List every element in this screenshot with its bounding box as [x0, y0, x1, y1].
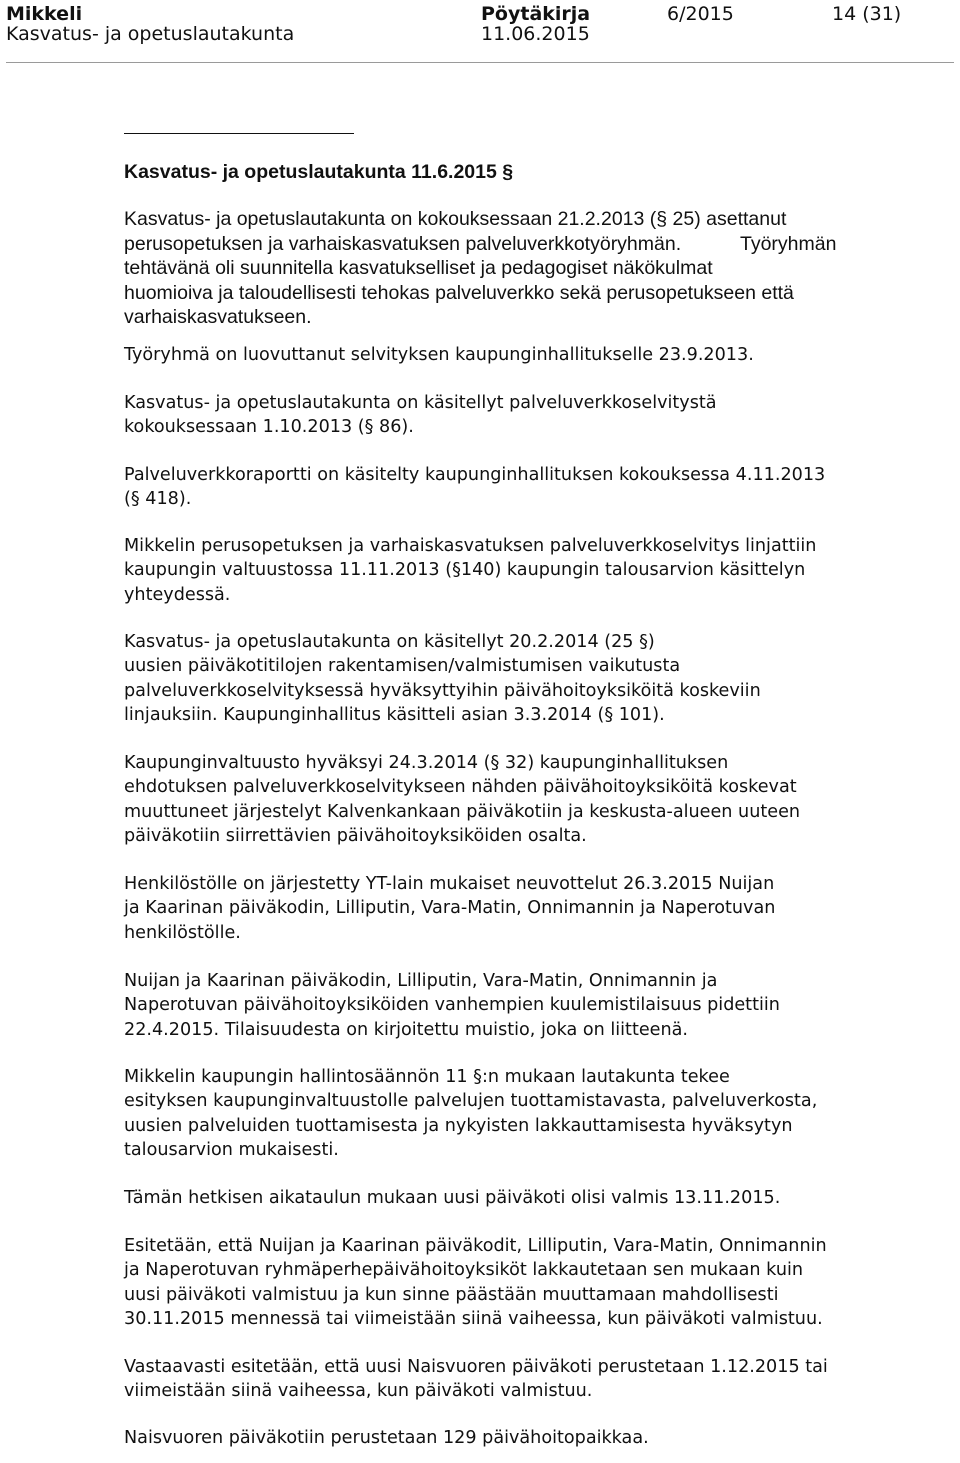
committee-name: Kasvatus- ja opetuslautakunta [6, 23, 295, 45]
paragraph-line: Työryhmä on luovuttanut selvityksen kaupunginhallitukselle 23.9.2013. [124, 345, 754, 365]
paragraph-line: 22.4.2015. Tilaisuudesta on kirjoitettu muistio, joka on liitteenä. [124, 1019, 689, 1040]
paragraph-line: Palveluverkkoraportti on käsitelty kaupunginhallituksen kokouksessa 4.11.2013 [124, 465, 826, 485]
paragraph-line: esityksen kaupunginvaltuustolle palvelujen tuottamistavasta, palveluverkosta, [124, 1091, 818, 1112]
paragraph-line: ehdotuksen palveluverkkoselvitykseen nähden päivähoitoyksiköitä koskevat [124, 777, 797, 798]
paragraph-line: Nuijan ja Kaarinan päiväkodin, Lilliputin, Vara-Matin, Onnimannin ja [124, 971, 718, 991]
body-paragraph [124, 630, 924, 728]
paragraph-line: uusien palveluiden tuottamisesta ja nykyisten lakkauttamisesta hyväksytyn [124, 1115, 793, 1136]
paragraph-line: kaupungin valtuustossa 11.11.2013 (§140) kaupungin talousarvion käsittelyn [124, 560, 806, 581]
paragraph-line: ja Kaarinan päiväkodin, Lilliputin, Vara-Matin, Onnimannin ja Naperotuvan [124, 898, 776, 919]
paragraph-line: viimeistään siinä vaiheessa, kun päiväkoti valmistuu. [124, 1381, 593, 1402]
paragraph-line: muuttuneet järjestelyt Kalvenkankaan päiväkotiin ja keskusta-alueen uuteen [124, 801, 801, 822]
document-number: 6/2015 [667, 3, 734, 25]
paragraph-line: henkilöstölle. [124, 922, 241, 943]
paragraph-line: Kaupunginvaltuusto hyväksyi 24.3.2014 (§ 32) kaupunginhallituksen [124, 753, 729, 773]
body-paragraph [124, 1355, 924, 1404]
paragraph-line: yhteydessä. [124, 584, 231, 605]
body-paragraph [124, 343, 924, 367]
intro-line: perusopetuksen ja varhaiskasvatuksen palveluverkkotyöryhmän. Työryhmän [124, 232, 837, 255]
paragraph-line: Henkilöstölle on järjestetty YT-lain mukaiset neuvottelut 26.3.2015 Nuijan [124, 874, 775, 894]
intro-line: Kasvatus- ja opetuslautakunta on kokouksessaan 21.2.2013 (§ 25) asettanut [124, 208, 787, 230]
intro-line: tehtävänä oli suunnitella kasvatukselliset ja pedagogiset näkökulmat [124, 257, 713, 279]
paragraph-line: uusi päiväkoti valmistuu ja kun sinne päästään muuttamaan mahdollisesti [124, 1284, 779, 1305]
paragraph-line: palveluverkkoselvityksessä hyväksyttyihin päivähoitoyksiköitä koskeviin [124, 680, 761, 701]
paragraph-line: talousarvion mukaisesti. [124, 1140, 339, 1161]
paragraph-line: ja Naperotuvan ryhmäperhepäivähoitoyksiköt lakkautetaan sen mukaan kuin [124, 1260, 804, 1281]
body-paragraph [124, 534, 924, 607]
paragraph-line: linjauksiin. Kaupunginhallitus käsitteli asian 3.3.2014 (§ 101). [124, 705, 665, 726]
signature-line [124, 133, 354, 134]
body-paragraph [124, 1186, 924, 1210]
paragraph-line: päiväkotiin siirrettävien päivähoitoyksiköiden osalta. [124, 826, 587, 847]
paragraph-line: Esitetään, että Nuijan ja Kaarinan päiväkodit, Lilliputin, Vara-Matin, Onnimannin [124, 1236, 827, 1256]
paragraph-line: Naisvuoren päiväkotiin perustetaan 129 päivähoitopaikkaa. [124, 1428, 649, 1448]
paragraph-line: Kasvatus- ja opetuslautakunta on käsitellyt palveluverkkoselvitystä [124, 393, 717, 413]
paragraph-line: uusien päiväkotitilojen rakentamisen/valmistumisen vaikutusta [124, 656, 681, 677]
paragraph-line: Tämän hetkisen aikataulun mukaan uusi päiväkoti olisi valmis 13.11.2015. [124, 1188, 781, 1208]
intro-paragraph [124, 207, 914, 330]
body-paragraph [124, 463, 924, 512]
body-paragraph [124, 1234, 924, 1332]
body-paragraph [124, 969, 924, 1042]
paragraph-line: (§ 418). [124, 489, 192, 510]
paragraph-line: Mikkelin perusopetuksen ja varhaiskasvatuksen palveluverkkoselvitys linjattiin [124, 536, 817, 556]
page-number: 14 (31) [832, 3, 902, 25]
paragraph-line: kokouksessaan 1.10.2013 (§ 86). [124, 417, 414, 438]
paragraph-line: 30.11.2015 mennessä tai viimeistään siinä vaiheessa, kun päiväkoti valmistuu. [124, 1309, 823, 1330]
paragraph-line: Kasvatus- ja opetuslautakunta on käsitellyt 20.2.2014 (25 §) [124, 632, 655, 652]
section-title: Kasvatus- ja opetuslautakunta 11.6.2015 § [124, 161, 514, 183]
body-paragraph [124, 1065, 924, 1163]
body-paragraph [124, 391, 924, 440]
header-divider [6, 62, 954, 63]
document-type: Pöytäkirja [481, 3, 591, 25]
paragraph-line: Naperotuvan päivähoitoyksiköiden vanhempien kuulemistilaisuus pidettiin [124, 995, 780, 1016]
document-date: 11.06.2015 [481, 23, 590, 45]
body-paragraph [124, 1426, 924, 1450]
body-paragraph [124, 872, 924, 945]
body-paragraph [124, 751, 924, 849]
paragraph-line: Mikkelin kaupungin hallintosäännön 11 §:n mukaan lautakunta tekee [124, 1067, 730, 1087]
organization-name: Mikkeli [6, 3, 83, 25]
intro-line: huomioiva ja taloudellisesti tehokas palveluverkko sekä perusopetukseen että [124, 281, 794, 304]
paragraph-line: Vastaavasti esitetään, että uusi Naisvuoren päiväkoti perustetaan 1.12.2015 tai [124, 1357, 828, 1377]
intro-line: varhaiskasvatukseen. [124, 306, 312, 328]
